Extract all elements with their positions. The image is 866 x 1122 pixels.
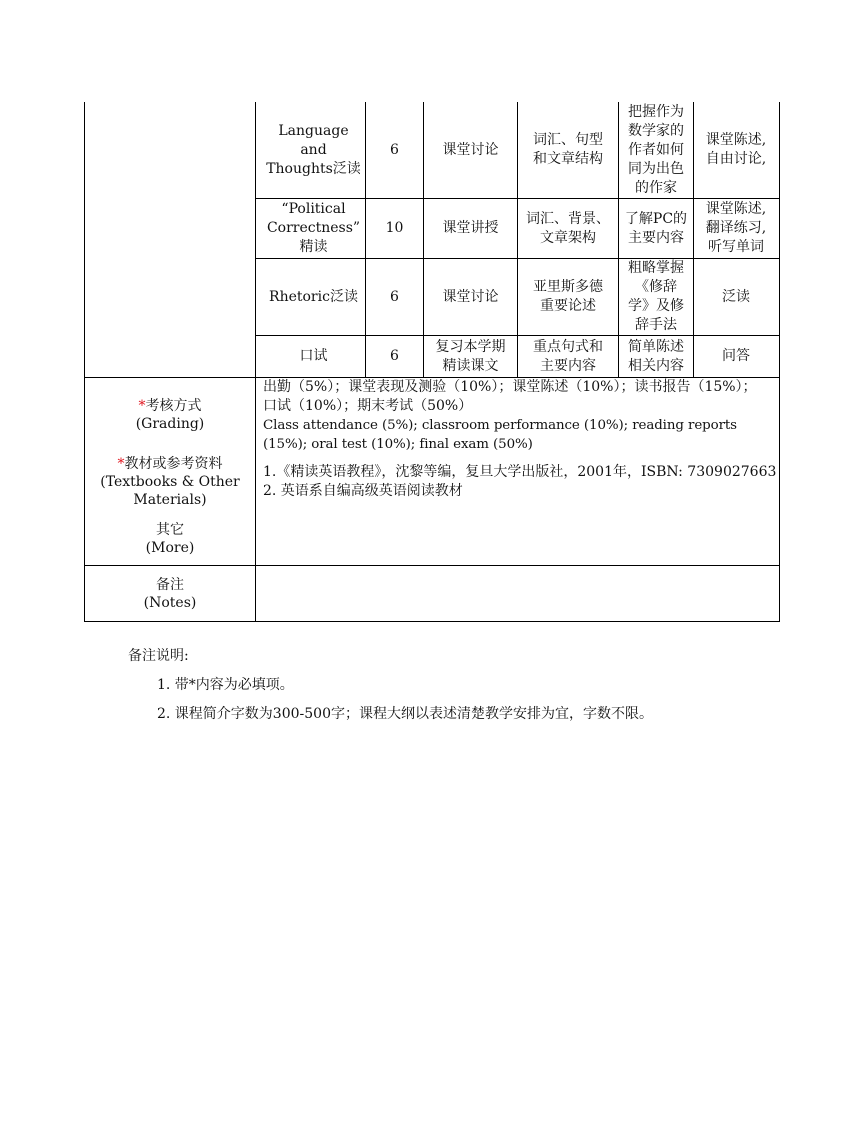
row3-assignment: 泛读 xyxy=(722,288,750,305)
row2-assignment: 课堂陈述, 翻译练习, 听写单词 xyxy=(705,201,767,255)
grading-text-en: Class attendance (5%); classroom performance (10%); reading reports (15%); oral test (10%); final exam (50%) xyxy=(263,418,737,452)
row1-goal: 把握作为 数学家的 作者如何 同为出色 的作家 xyxy=(628,103,684,196)
footnotes-title: 备注说明: xyxy=(128,648,189,664)
row2-hours: 10 xyxy=(385,220,404,236)
grading-label: *考核方式 (Grading) xyxy=(135,398,205,432)
row4-assignment: 问答 xyxy=(722,348,750,364)
row4-topic: 口试 xyxy=(299,348,328,364)
row1-method: 课堂讨论 xyxy=(442,141,499,158)
row3-content: 亚里斯多德 重要论述 xyxy=(533,279,603,314)
row1-hours: 6 xyxy=(390,141,399,158)
notes-label: 备注 (Notes) xyxy=(143,577,197,611)
row1-content: 词汇、句型 和文章结构 xyxy=(533,132,603,167)
textbook-item: 2. 英语系自编高级英语阅读教材 xyxy=(263,483,463,499)
more-label: 其它 (More) xyxy=(145,522,195,556)
row2-goal: 了解PC的 主要内容 xyxy=(624,210,688,246)
row4-hours: 6 xyxy=(390,348,399,364)
footnote-item: 2. 课程简介字数为300-500字；课程大纲以表述清楚教学安排为宜，字数不限。 xyxy=(157,706,653,722)
table-divider-label xyxy=(255,102,256,622)
row1-topic: Language and Thoughts泛读 xyxy=(266,122,361,177)
grading-content xyxy=(263,378,777,454)
textbooks-content xyxy=(263,463,777,501)
row3-topic: Rhetoric泛读 xyxy=(269,288,358,305)
row2-content: 词汇、背景、 文章架构 xyxy=(526,210,610,246)
table-border-bottom xyxy=(84,621,780,622)
row2-topic: “Political Correctness” 精读 xyxy=(266,201,361,255)
row3-hours: 6 xyxy=(390,288,399,305)
row3-goal: 粗略掌握 《修辞 学》及修 辞手法 xyxy=(628,260,684,333)
row4-method: 复习本学期 精读课文 xyxy=(435,338,506,374)
row2-method: 课堂讲授 xyxy=(442,220,499,236)
grading-text-cn-1: 出勤（5%）；课堂表现及测验（10%）；课堂陈述（10%）；读书报告（15%）； xyxy=(263,379,757,395)
row4-content: 重点句式和 主要内容 xyxy=(533,338,603,374)
row4-goal: 简单陈述 相关内容 xyxy=(628,338,684,374)
textbooks-label: *教材或参考资料 (Textbooks & Other Materials) xyxy=(100,456,240,508)
row3-method: 课堂讨论 xyxy=(442,288,499,305)
row1-assignment: 课堂陈述, 自由讨论, xyxy=(705,132,767,167)
required-star: * xyxy=(138,398,146,414)
textbook-item: 1.《精读英语教程》，沈黎等编，复旦大学出版社，2001年，ISBN: 7309027663 xyxy=(263,464,777,480)
table-border-right xyxy=(779,102,780,622)
required-star: * xyxy=(117,456,125,472)
grading-text-cn-2: 口试（10%）；期末考试（50%） xyxy=(263,398,473,414)
section-divider-notes xyxy=(84,565,780,566)
footnote-item: 1. 带*内容为必填项。 xyxy=(157,677,294,693)
